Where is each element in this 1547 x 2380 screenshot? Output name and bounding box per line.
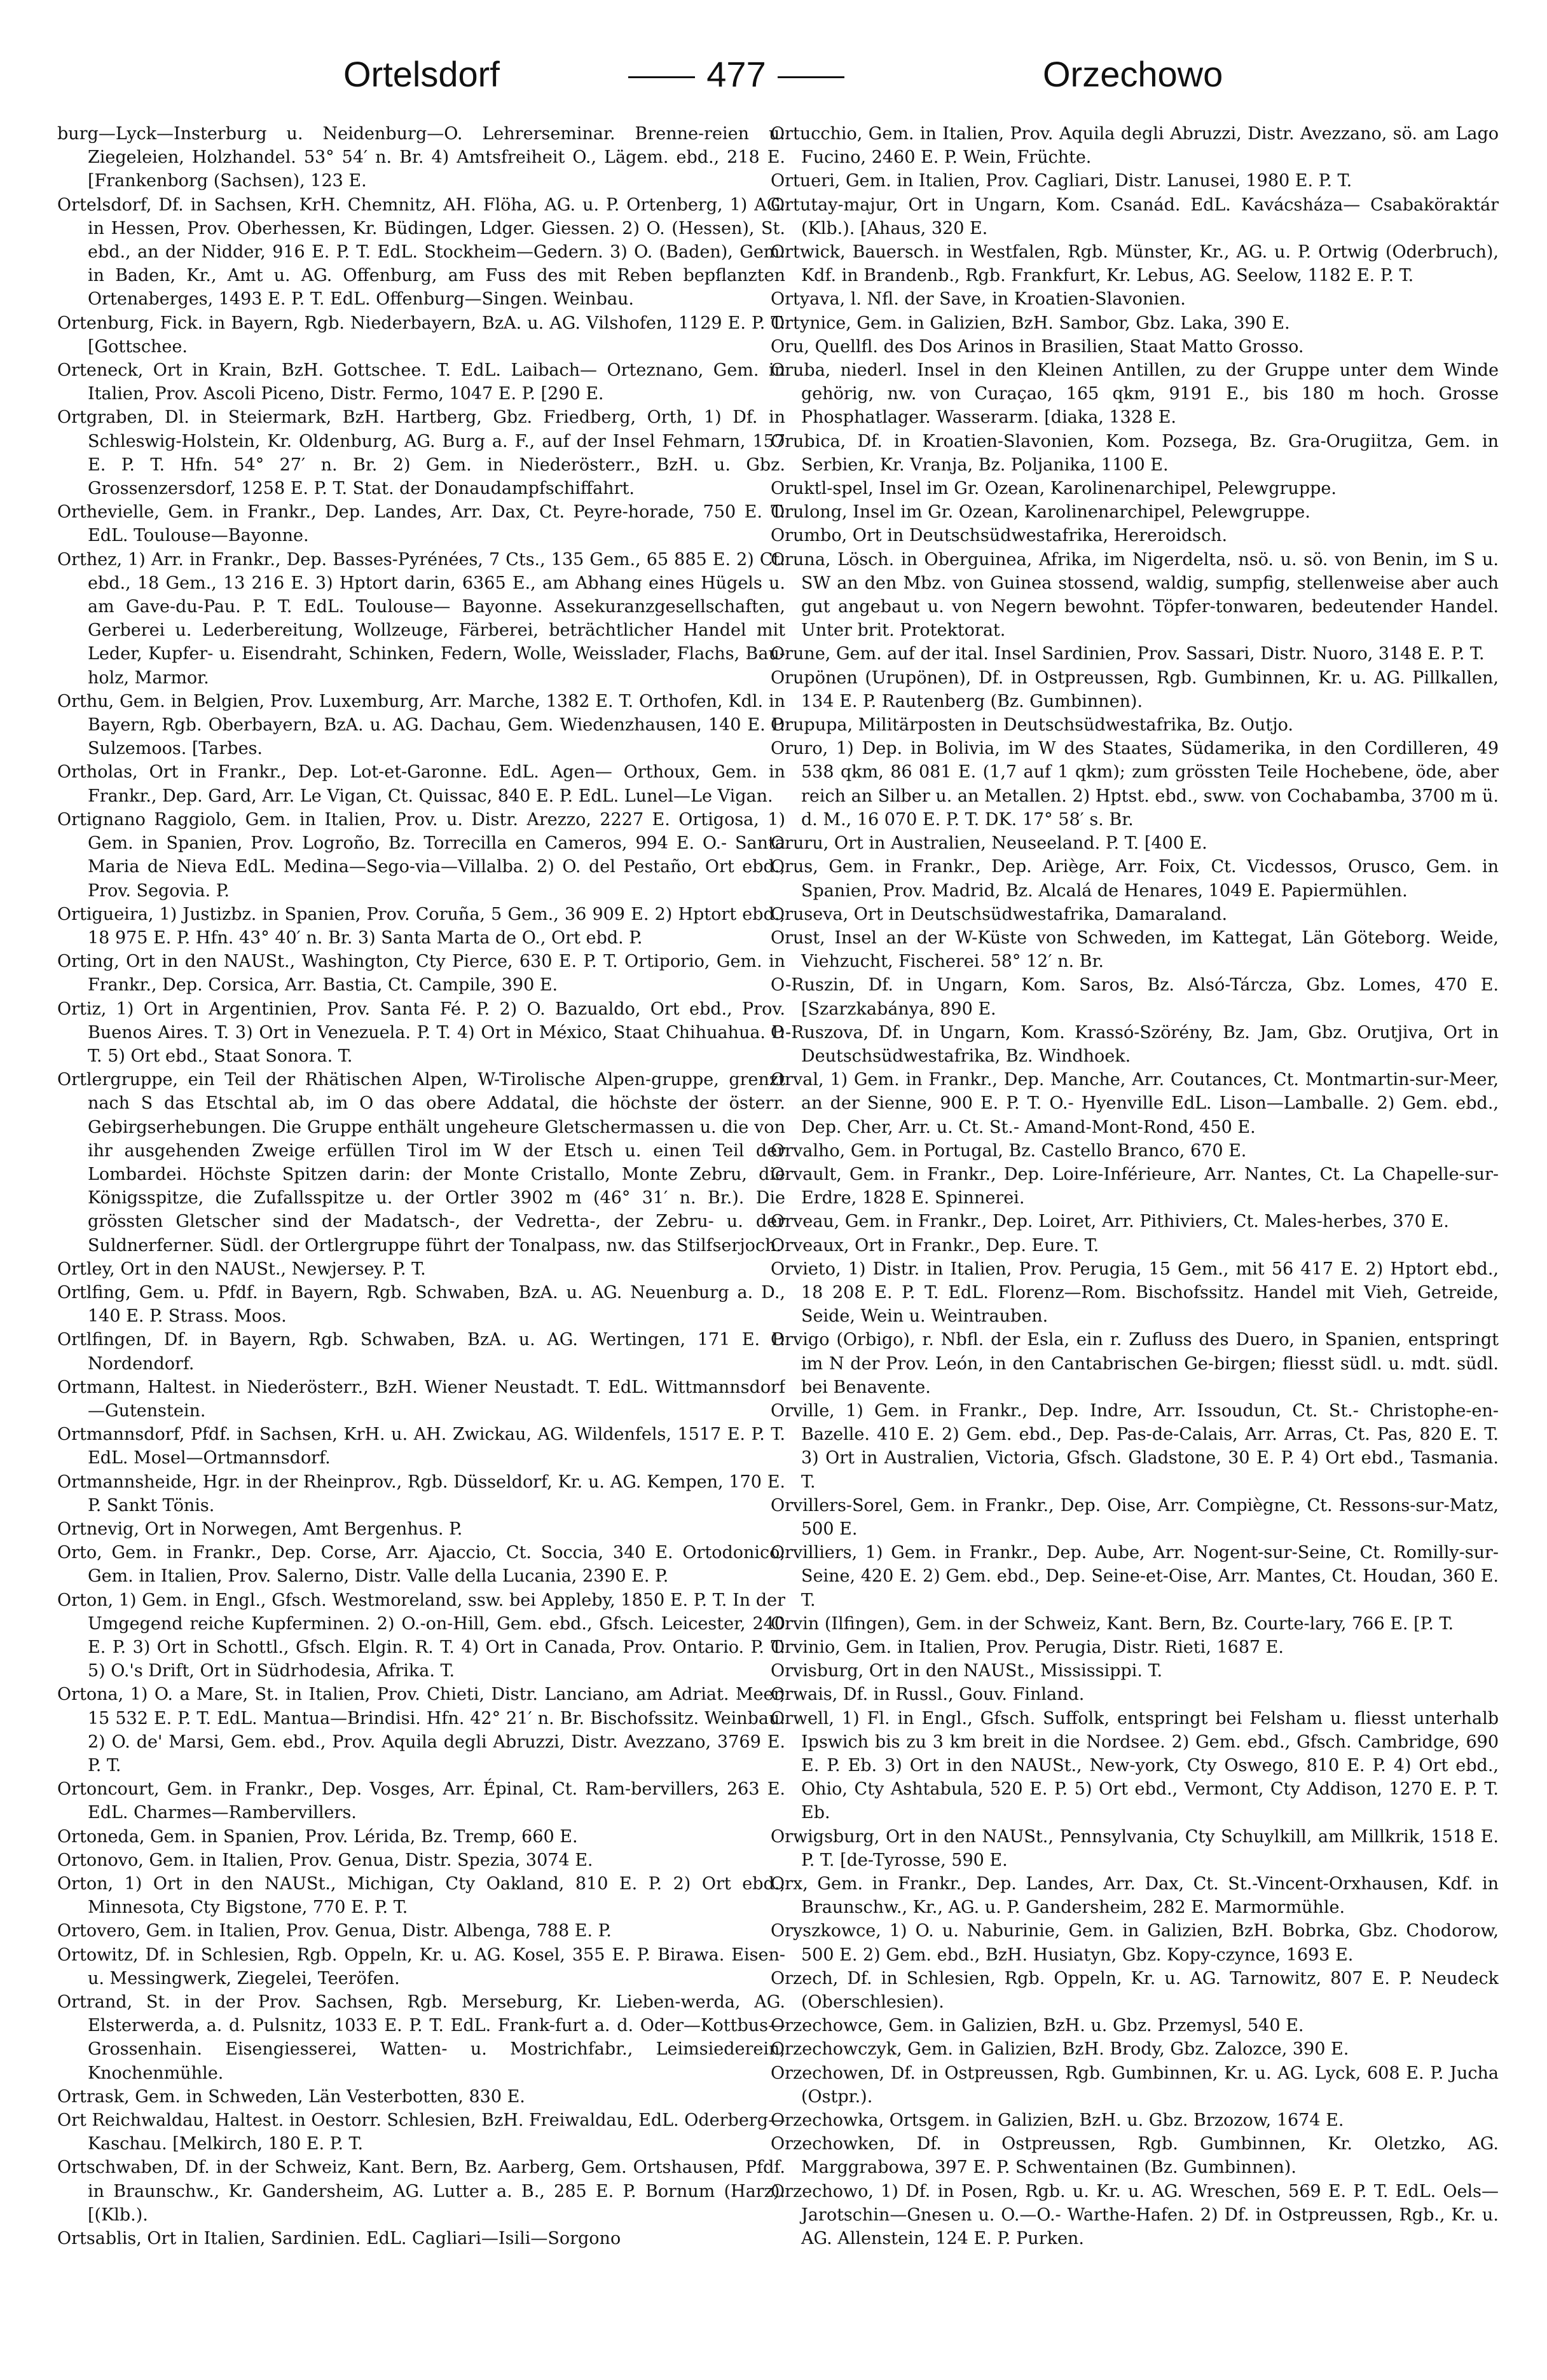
dictionary-entry: Oru, Quellfl. des Dos Arinos in Brasilien, Staat Matto Grosso. [771,336,1304,357]
dictionary-entry: Orzechowczyk, Gem. in Galizien, BzH. Brody, Gbz. Zalozce, 390 E. [771,2039,1349,2060]
dictionary-entry: Orus, Gem. in Frankr., Dep. Ariège, Arr. Foix, Ct. Vicdessos, Orusco, Gem. in Spanien, Prov. Madrid, Bz. Alcalá de Henares, 1049 E. Papiermühlen. [771,857,1499,901]
dictionary-entry: Orveaux, Ort in Frankr., Dep. Eure. T. [771,1235,1099,1255]
dictionary-entry: Ortucchio, Gem. in Italien, Prov. Aquila degli Abruzzi, Distr. Avezzano, sö. am Lago Fucino, 2460 E. P. Wein, Früchte. [771,124,1499,168]
dictionary-entry: Ortgraben, Dl. in Steiermark, BzH. Hartberg, Gbz. Friedberg, Orth, 1) Df. in Schleswig-Holstein, Kr. Oldenburg, AG. Burg a. F., auf der Insel Fehmarn, 157 E. P. T. Hfn. 54° 27′ n. Br. 2) Gem. in Niederösterr., BzH. u. Gbz. Grossenzersdorf, 1258 E. P. T. Stat. der Donaudampfschiffahrt. [57,407,785,499]
dictionary-entry: O-Ruszova, Df. in Ungarn, Kom. Krassó-Szörény, Bz. Jam, Gbz. Orutjiva, Ort in Deutschsüdwestafrika, Bz. Windhoek. [771,1022,1499,1066]
dictionary-entry: Ortschwaben, Df. in der Schweiz, Kant. Bern, Bz. Aarberg, Gem. Ortshausen, Pfdf. in Braunschw., Kr. Gandersheim, AG. Lutter a. B., 285 E. P. Bornum (Harz). [(Klb.). [57,2158,785,2225]
dictionary-entry: Orvalho, Gem. in Portugal, Bz. Castello Branco, 670 E. [771,1140,1247,1161]
dictionary-entry: Orton, 1) Gem. in Engl., Gfsch. Westmoreland, ssw. bei Appleby, 1850 E. P. T. In der Umgegend reiche Kupferminen. 2) O.-on-Hill, Gem. ebd., Gfsch. Leicester, 240 E. P. 3) Ort in Schottl., Gfsch. Elgin. R. T. 4) Ort in Canada, Prov. Ontario. P. T. 5) O.'s Drift, Ort in Südrhodesia, Afrika. T. [57,1590,785,1681]
page-number [640,53,833,95]
header-right-keyword: Orzechowo [1043,54,1223,94]
dictionary-entry: Ort Reichwaldau, Haltest. in Oestorr. Schlesien, BzH. Freiwaldau, EdL. Oderberg—Kaschau. [Melkirch, 180 E. P. T. [57,2110,785,2154]
dictionary-entry: Orval, 1) Gem. in Frankr., Dep. Manche, Arr. Coutances, Ct. Montmartin-sur-Meer, an der Sienne, 900 E. P. T. O.- Hyenville EdL. Lison—Lamballe. 2) Gem. ebd., Dep. Cher, Arr. u. Ct. St.- Amand-Mont-Rond, 450 E. [771,1070,1499,1137]
dictionary-entry: Orupupa, Militärposten in Deutschsüdwestafrika, Bz. Outjo. [771,715,1294,735]
dictionary-entry: Ortlfingen, Df. in Bayern, Rgb. Schwaben, BzA. u. AG. Wertingen, 171 E. P. Nordendorf. [57,1330,785,1374]
dictionary-entry: Orzech, Df. in Schlesien, Rgb. Oppeln, Kr. u. AG. Tarnowitz, 807 E. P. Neudeck (Oberschlesien). [771,1968,1499,2013]
dictionary-entry: Orveau, Gem. in Frankr., Dep. Loiret, Arr. Pithiviers, Ct. Males-herbes, 370 E. [771,1212,1449,1232]
dictionary-entry: Ortley, Ort in den NAUSt., Newjersey. P. T. [57,1259,426,1279]
dictionary-entry: burg—Lyck—Insterburg u. Neidenburg—O. Lehrerseminar. Brenne-reien u. Ziegeleien, Holzhandel. 53° 54′ n. Br. 4) Amtsfreiheit O., Lägem. ebd., 218 E. [Frankenborg (Sachsen), 123 E. [57,124,785,191]
dictionary-entry: Orteneck, Ort in Krain, BzH. Gottschee. T. EdL. Laibach— Orteznano, Gem. in Italien, Prov. Ascoli Piceno, Distr. Fermo, 1047 E. P. [290 E. [57,360,785,404]
dictionary-entry: Orthu, Gem. in Belgien, Prov. Luxemburg, Arr. Marche, 1382 E. T. Orthofen, Kdl. in Bayern, Rgb. Oberbayern, BzA. u. AG. Dachau, Gem. Wiedenzhausen, 140 E. P. Sulzemoos. [Tarbes. [57,691,785,759]
dictionary-entry: Ortueri, Gem. in Italien, Prov. Cagliari, Distr. Lanusei, 1980 E. P. T. [771,171,1352,191]
dictionary-entry: Orx, Gem. in Frankr., Dep. Landes, Arr. Dax, Ct. St.-Vincent-Orxhausen, Kdf. in Braunschw., Kr., AG. u. P. Gandersheim, 282 E. Marmormühle. [771,1874,1499,1918]
dictionary-entry: Ortignano Raggiolo, Gem. in Italien, Prov. u. Distr. Arezzo, 2227 E. Ortigosa, 1) Gem. in Spanien, Prov. Logroño, Bz. Torrecilla en Cameros, 994 E. O.- Santa Maria de Nieva EdL. Medina—Sego-via—Villalba. 2) O. del Pestaño, Ort ebd., Prov. Segovia. P. [57,809,785,901]
dictionary-entry: Orzechowce, Gem. in Galizien, BzH. u. Gbz. Przemysl, 540 E. [771,2016,1304,2036]
dictionary-entry: Orvault, Gem. in Frankr., Dep. Loire-Inférieure, Arr. Nantes, Ct. La Chapelle-sur-Erdre, 1828 E. Spinnerei. [771,1164,1499,1208]
dictionary-entry: Ortwick, Bauersch. in Westfalen, Rgb. Münster, Kr., AG. u. P. Ortwig (Oderbruch), Kdf. in Brandenb., Rgb. Frankfurt, Kr. Lebus, AG. Seelow, 1182 E. P. T. [771,242,1499,286]
dictionary-entry: Ortoncourt, Gem. in Frankr., Dep. Vosges, Arr. Épinal, Ct. Ram-bervillers, 263 E. EdL. Charmes—Rambervillers. [57,1779,785,1823]
dictionary-entry: Orvillers-Sorel, Gem. in Frankr., Dep. Oise, Arr. Compiègne, Ct. Ressons-sur-Matz, 500 E. [771,1495,1499,1539]
dictionary-entry: Orzechowka, Ortsgem. in Galizien, BzH. u. Gbz. Brzozow, 1674 E. [771,2110,1344,2131]
dictionary-entry: Orumbo, Ort in Deutschsüdwestafrika, Hereroidsch. [771,526,1228,546]
dictionary-entry: Ortynice, Gem. in Galizien, BzH. Sambor, Gbz. Laka, 390 E. [771,313,1290,333]
dictionary-entry: Orzechowken, Df. in Ostpreussen, Rgb. Gumbinnen, Kr. Oletzko, AG. Marggrabowa, 397 E. P. Schwentainen (Bz. Gumbinnen). [771,2134,1499,2178]
dictionary-entry: Oruro, 1) Dep. in Bolivia, im W des Staates, Südamerika, in den Cordilleren, 49 538 qkm, 86 081 E. (1,7 auf 1 qkm); zum grössten Teile Hochebene, öde, aber reich an Silber u. an Metallen. 2) Hptst. ebd., sww. von Cochabamba, 3700 m ü. d. M., 16 070 E. P. T. DK. 17° 58′ s. Br. [771,739,1499,830]
dictionary-entry: Ortlfing, Gem. u. Pfdf. in Bayern, Rgb. Schwaben, BzA. u. AG. Neuenburg a. D., 140 E. P. Strass. Moos. [57,1282,785,1327]
dictionary-entry: Orville, 1) Gem. in Frankr., Dep. Indre, Arr. Issoudun, Ct. St.- Christophe-en-Bazelle. 410 E. 2) Gem. ebd., Dep. Pas-de-Calais, Arr. Arras, Ct. Pas, 820 E. T. 3) Ort in Australien, Victoria, Gfsch. Gladstone, 30 E. P. 4) Ort ebd., Tasmania. T. [771,1400,1499,1492]
dictionary-entry: Orzechowo, 1) Df. in Posen, Rgb. u. Kr. u. AG. Wreschen, 569 E. P. T. EdL. Oels—Jarotschin—Gnesen u. O.—O.- Warthe-Hafen. 2) Df. in Ostpreussen, Rgb., Kr. u. AG. Allenstein, 124 E. P. Purken. [771,2181,1499,2249]
dictionary-entry: Ortrand, St. in der Prov. Sachsen, Rgb. Merseburg, Kr. Lieben-werda, AG. Elsterwerda, a. d. Pulsnitz, 1033 E. P. T. EdL. Frank-furt a. d. Oder—Kottbus—Grossenhain. Eisengiesserei, Watten- u. Mostrichfabr., Leimsiederein, Knochenmühle. [57,1992,785,2083]
dictionary-entry: Ortrask, Gem. in Schweden, Län Vesterbotten, 830 E. [57,2086,525,2107]
dictionary-entry: Orthevielle, Gem. in Frankr., Dep. Landes, Arr. Dax, Ct. Peyre-horade, 750 E. T. EdL. Toulouse—Bayonne. [57,502,785,546]
dictionary-entry: Orting, Ort in den NAUSt., Washington, Cty Pierce, 630 E. P. T. Ortiporio, Gem. in Frankr., Dep. Corsica, Arr. Bastia, Ct. Campile, 390 E. [57,952,785,995]
dictionary-entry: Orupönen (Urupönen), Df. in Ostpreussen, Rgb. Gumbinnen, Kr. u. AG. Pillkallen, 134 E. P. Rautenberg (Bz. Gumbinnen). [771,667,1499,711]
dictionary-entry: Ortmann, Haltest. in Niederösterr., BzH. Wiener Neustadt. T. EdL. Wittmannsdorf—Gutenstein. [57,1377,785,1421]
dictionary-entry: Orune, Gem. auf der ital. Insel Sardinien, Prov. Sassari, Distr. Nuoro, 3148 E. P. T. [771,644,1485,664]
dictionary-entry: Ortoneda, Gem. in Spanien, Prov. Lérida, Bz. Tremp, 660 E. [57,1826,578,1847]
dictionary-entry: Orthez, 1) Arr. in Frankr., Dep. Basses-Pyrénées, 7 Cts., 135 Gem., 65 885 E. 2) Ct. ebd., 18 Gem., 13 216 E. 3) Hptort darin, 6365 E., am Abhang eines Hügels u. am Gave-du-Pau. P. T. EdL. Toulouse— Bayonne. Assekuranzgesellschaften, Gerberei u. Lederbereitung, Wollzeuge, Färberei, beträchtlicher Handel mit Leder, Kupfer- u. Eisendraht, Schinken, Federn, Wolle, Weisslader, Flachs, Bau-holz, Marmor. [57,549,785,688]
dictionary-entry: Ortutay-majur, Ort in Ungarn, Kom. Csanád. EdL. Kavácsháza— Csabaköraktár (Klb.). [Ahaus, 320 E. [771,195,1499,238]
dictionary-entry: Orvin (Ilfingen), Gem. in der Schweiz, Kant. Bern, Bz. Courte-lary, 766 E. [P. T. [771,1613,1454,1634]
dictionary-entry: Oruba, niederl. Insel in den Kleinen Antillen, zu der Gruppe unter dem Winde gehörig, nw. von Curaçao, 165 qkm, 9191 E., bis 180 m hoch. Grosse Phosphatlager. Wasserarm. [diaka, 1328 E. [771,360,1499,428]
dictionary-entry: Orvigo (Orbigo), r. Nbfl. der Esla, ein r. Zufluss des Duero, in Spanien, entspringt im N der Prov. León, in den Cantabrischen Ge-birgen; fliesst südl. u. mdt. südl. bei Benavente. [771,1330,1499,1397]
dictionary-entry: Orton, 1) Ort in den NAUSt., Michigan, Cty Oakland, 810 E. P. 2) Ort ebd., Minnesota, Cty Bigstone, 770 E. P. T. [57,1874,785,1918]
header-left-keyword: Ortelsdorf [343,54,500,94]
dictionary-entry: Orvinio, Gem. in Italien, Prov. Perugia, Distr. Rieti, 1687 E. [771,1638,1284,1657]
left-column [57,122,785,2347]
dictionary-entry: Oruseva, Ort in Deutschsüdwestafrika, Damaraland. [771,904,1228,924]
page-header [0,53,1547,99]
dictionary-entry: Orwell, 1) Fl. in Engl., Gfsch. Suffolk, entspringt bei Felsham u. fliesst unterhalb Ipswich bis zu 3 km breit in die Nordsee. 2) Gem. ebd., Gfsch. Cambridge, 690 E. P. Eb. 3) Ort in den NAUSt., New-york, Cty Oswego, 810 E. P. 4) Ort ebd., Ohio, Cty Ashtabula, 520 E. P. 5) Ort ebd., Vermont, Cty Addison, 1270 E. P. T. Eb. [771,1708,1499,1823]
dictionary-entry: Oruktl-spel, Insel im Gr. Ozean, Karolinenarchipel, Pelewgruppe. [771,479,1337,499]
dictionary-entry: Orto, Gem. in Frankr., Dep. Corse, Arr. Ajaccio, Ct. Soccia, 340 E. Ortodonico, Gem. in Italien, Prov. Salerno, Distr. Valle della Lucania, 2390 E. P. [57,1543,785,1587]
dictionary-entry: Ortiz, 1) Ort in Argentinien, Prov. Santa Fé. P. 2) O. Bazualdo, Ort ebd., Prov. Buenos Aires. T. 3) Ort in Venezuela. P. T. 4) Ort in México, Staat Chihuahua. P. T. 5) Ort ebd., Staat Sonora. T. [57,999,785,1066]
dictionary-entry: Ortmannsdorf, Pfdf. in Sachsen, KrH. u. AH. Zwickau, AG. Wildenfels, 1517 E. P. T. EdL. Mosel—Ortmannsdorf. [57,1425,785,1468]
dictionary-entry: Ortelsdorf, Df. in Sachsen, KrH. Chemnitz, AH. Flöha, AG. u. P. Ortenberg, 1) AG. in Hessen, Prov. Oberhessen, Kr. Büdingen, Ldger. Giessen. 2) O. (Hessen), St. ebd., an der Nidder, 916 E. P. T. EdL. Stockheim—Gedern. 3) O. (Baden), Gem. in Baden, Kr., Amt u. AG. Offenburg, am Fuss des mit Reben bepflanzten Ortenaberges, 1493 E. P. T. EdL. Offenburg—Singen. Weinbau. [57,195,785,310]
dictionary-entry: Ortigueira, 1) Justizbz. in Spanien, Prov. Coruña, 5 Gem., 36 909 E. 2) Hptort ebd., 18 975 E. P. Hfn. 43° 40′ n. Br. 3) Santa Marta de O., Ort ebd. P. [57,904,785,948]
dictionary-entry: Ortona, 1) O. a Mare, St. in Italien, Prov. Chieti, Distr. Lanciano, am Adriat. Meer, 15 532 E. P. T. EdL. Mantua—Brindisi. Hfn. 42° 21′ n. Br. Bischofssitz. Weinbau. 2) O. de' Marsi, Gem. ebd., Prov. Aquila degli Abruzzi, Distr. Avezzano, 3769 E. P. T. [57,1685,785,1776]
dictionary-entry: Orwigsburg, Ort in den NAUSt., Pennsylvania, Cty Schuylkill, am Millkrik, 1518 E. P. T. [de-Tyrosse, 590 E. [771,1826,1499,1870]
dictionary-entry: Orubica, Df. in Kroatien-Slavonien, Kom. Pozsega, Bz. Gra-Orugiitza, Gem. in Serbien, Kr. Vranja, Bz. Poljanika, 1100 E. [771,431,1499,475]
dictionary-entry: Orust, Insel an der W-Küste von Schweden, im Kattegat, Län Göteborg. Weide, Viehzucht, Fischerei. 58° 12′ n. Br. [771,927,1499,972]
dictionary-entry: Oryszkowce, 1) O. u. Naburinie, Gem. in Galizien, BzH. Bobrka, Gbz. Chodorow, 500 E. 2) Gem. ebd., BzH. Husiatyn, Gbz. Kopy-czynce, 1693 E. [771,1921,1499,1965]
dictionary-entry: Orvisburg, Ort in den NAUSt., Mississippi. T. [771,1661,1163,1681]
dictionary-entry: Ortnevig, Ort in Norwegen, Amt Bergenhus. P. [57,1519,463,1539]
dictionary-entry: Oruna, Lösch. in Oberguinea, Afrika, im Nigerdelta, nsö. u. sö. von Benin, im S u. SW an den Mbz. von Guinea stossend, waldig, sumpfig, stellenweise aber auch gut angebaut u. von Negern bewohnt. Töpfer-tonwaren, bedeutender Handel. Unter brit. Protektorat. [771,549,1499,641]
dictionary-entry: Ortmannsheide, Hgr. in der Rheinprov., Rgb. Düsseldorf, Kr. u. AG. Kempen, 170 E. P. Sankt Tönis. [57,1472,785,1515]
dictionary-entry: Orzechowen, Df. in Ostpreussen, Rgb. Gumbinnen, Kr. u. AG. Lyck, 608 E. P. Jucha (Ostpr.). [771,2063,1499,2107]
dictionary-entry: Orulong, Insel im Gr. Ozean, Karolinenarchipel, Pelewgruppe. [771,502,1310,523]
dictionary-entry: Oruru, Ort in Australien, Neuseeland. P. T. [400 E. [771,833,1207,854]
dictionary-entry: Orvilliers, 1) Gem. in Frankr., Dep. Aube, Arr. Nogent-sur-Seine, Ct. Romilly-sur-Seine, 420 E. 2) Gem. ebd., Dep. Seine-et-Oise, Arr. Mantes, Ct. Houdan, 360 E. T. [771,1543,1499,1610]
dictionary-entry: O-Ruszin, Df. in Ungarn, Kom. Saros, Bz. Alsó-Tárcza, Gbz. Lomes, 470 E. [Szarzkabánya, 890 E. [771,975,1499,1019]
right-column [771,122,1499,2347]
dictionary-entry: Ortsablis, Ort in Italien, Sardinien. EdL. Cagliari—Isili—Sorgono [57,2229,621,2249]
dictionary-entry: Ortyava, l. Nfl. der Save, in Kroatien-Slavonien. [771,289,1186,310]
dictionary-entry: Ortowitz, Df. in Schlesien, Rgb. Oppeln, Kr. u. AG. Kosel, 355 E. P. Birawa. Eisen- u. Messingwerk, Ziegelei, Teeröfen. [57,1945,785,1988]
dictionary-entry: Ortonovo, Gem. in Italien, Prov. Genua, Distr. Spezia, 3074 E. [57,1850,593,1870]
dictionary-entry: Ortenburg, Fick. in Bayern, Rgb. Niederbayern, BzA. u. AG. Vilshofen, 1129 E. P. T. [Gottschee. [57,313,785,357]
page-number-text: 477 [695,54,777,94]
dictionary-entry: Ortholas, Ort in Frankr., Dep. Lot-et-Garonne. EdL. Agen— Orthoux, Gem. in Frankr., Dep. Gard, Arr. Le Vigan, Ct. Quissac, 840 E. P. EdL. Lunel—Le Vigan. [57,762,785,806]
dictionary-entry: Orwais, Df. in Russl., Gouv. Finland. [771,1685,1085,1705]
dictionary-entry: Orvieto, 1) Distr. in Italien, Prov. Perugia, 15 Gem., mit 56 417 E. 2) Hptort ebd., 18 208 E. P. T. EdL. Florenz—Rom. Bischofssitz. Handel mit Vieh, Getreide, Seide, Wein u. Weintrauben. [771,1259,1499,1327]
dictionary-entry: Ortovero, Gem. in Italien, Prov. Genua, Distr. Albenga, 788 E. P. [57,1921,612,1941]
dictionary-entry: Ortlergruppe, ein Teil der Rhätischen Alpen, W-Tirolische Alpen-gruppe, grenzt nach S das Etschtal ab, im O das obere Addatal, die höchste der österr. Gebirgserhebungen. Die Gruppe enthält ungeheure Gletschermassen u. die von ihr ausgehenden Zweige erfüllen Tirol im W der Etsch u. einen Teil der Lombardei. Höchste Spitzen darin: der Monte Cristallo, Monte Zebru, die Königsspitze, die Zufallsspitze u. der Ortler 3902 m (46° 31′ n. Br.). Die grössten Gletscher sind der Madatsch-, der Vedretta-, der Zebru- u. der Suldnerferner. Südl. der Ortlergruppe führt der Tonalpass, nw. das Stilfserjoch. [57,1070,785,1255]
